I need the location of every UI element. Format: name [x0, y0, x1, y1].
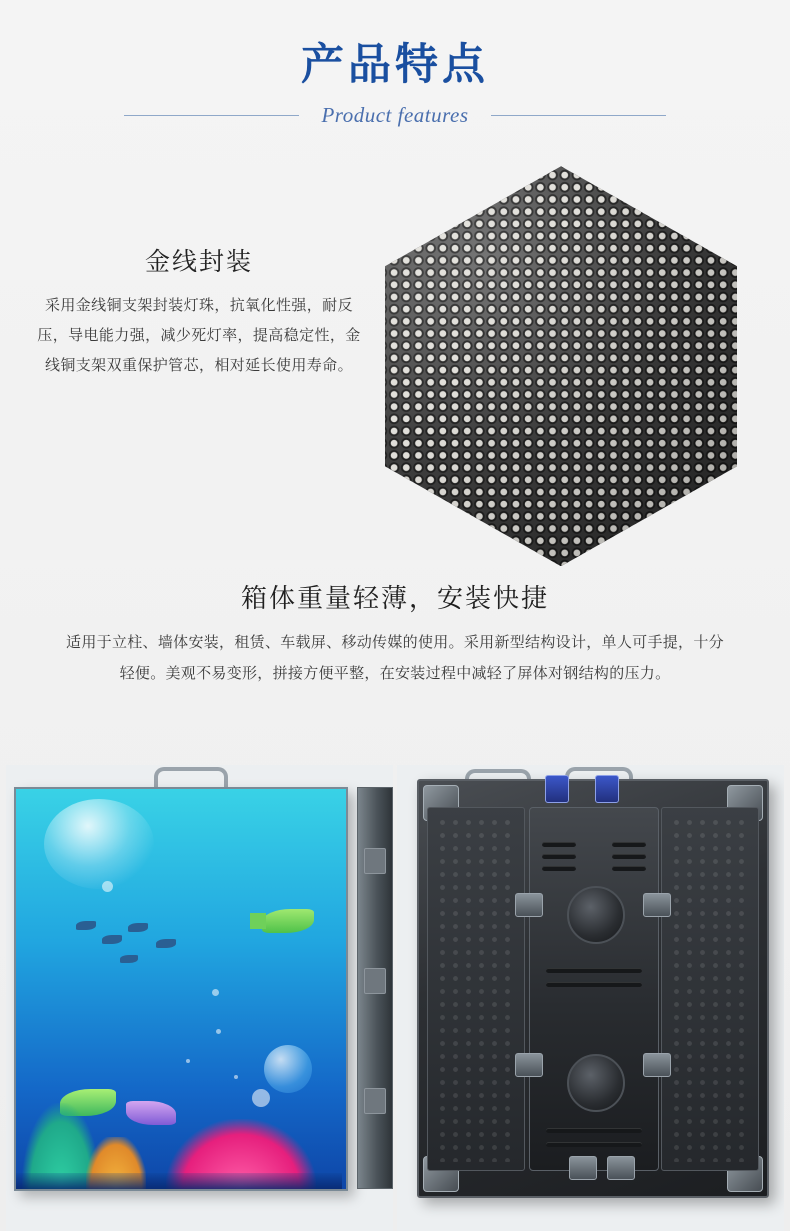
fish-icon [76, 921, 96, 930]
vent-slot [546, 1128, 642, 1133]
vent-slot [542, 866, 576, 871]
fish-tail-icon [250, 913, 266, 929]
vent-slot [546, 982, 642, 987]
seafloor-icon [16, 1173, 342, 1189]
back-panel-left [427, 807, 525, 1171]
cabinet-back-body [417, 779, 769, 1198]
feature-one-description: 采用金线铜支架封装灯珠，抗氧化性强，耐反压，导电能力强，减少死灯率，提高稳定性，金线铜支架双重保护管芯，相对延长使用寿命。 [37, 296, 361, 375]
fish-icon [120, 955, 138, 963]
feature-one-title: 金线封装 [144, 247, 253, 277]
sunbeam-light [44, 799, 154, 889]
quick-lock-latch [643, 1053, 671, 1077]
led-module-hex-image [385, 166, 737, 566]
bubble-icon [252, 1089, 270, 1107]
divider-right [491, 115, 666, 116]
dimple-texture [436, 816, 516, 1162]
photo-cabinet-back [397, 765, 784, 1231]
vent-slot [612, 842, 646, 847]
quick-lock-latch [607, 1156, 635, 1180]
vent-slot [542, 842, 576, 847]
fish-icon [156, 939, 176, 948]
subtitle-row [0, 103, 790, 128]
quick-lock-latch [643, 893, 671, 917]
bubble-icon [212, 989, 219, 996]
fish-icon [128, 923, 148, 932]
product-photo-strip [0, 765, 790, 1231]
quick-lock-latch [515, 1053, 543, 1077]
feature-one-section [0, 146, 790, 576]
back-center-plate [529, 807, 659, 1171]
vent-slot [612, 866, 646, 871]
star-icon [216, 1029, 221, 1034]
page-header [0, 0, 790, 128]
star-icon [234, 1075, 238, 1079]
page-title: 产品特点 [301, 40, 489, 90]
dimple-texture [670, 816, 750, 1162]
vent-slot [546, 1142, 642, 1147]
side-latch [364, 968, 386, 994]
quick-lock-latch [515, 893, 543, 917]
hex-shape [385, 166, 737, 566]
vent-slot [546, 968, 642, 973]
back-panel-right [661, 807, 759, 1171]
cabinet-front-screen [14, 787, 348, 1191]
power-connector [545, 775, 569, 803]
feature-two-section [0, 578, 790, 689]
fish-icon [102, 935, 122, 944]
feature-one-text-block [34, 242, 364, 380]
cabinet-side-frame [357, 787, 393, 1189]
side-latch [364, 848, 386, 874]
vent-slot [542, 854, 576, 859]
star-icon [186, 1059, 190, 1063]
fan-opening [567, 1054, 625, 1112]
page-subtitle: Product features [321, 103, 469, 128]
divider-left [124, 115, 299, 116]
fish-icon [262, 909, 314, 933]
vent-slot [612, 854, 646, 859]
feature-two-title: 箱体重量轻薄，安装快捷 [240, 584, 549, 615]
bubble-icon [264, 1045, 312, 1093]
fan-opening [567, 886, 625, 944]
bubble-icon [102, 881, 113, 892]
feature-two-description: 适用于立柱、墙体安装，租赁、车载屏、移动传媒的使用。采用新型结构设计，单人可手提，十分轻便。美观不易变形，拼接方便平整，在安装过程中减轻了屏体对钢结构的压力。 [66, 633, 724, 683]
photo-cabinet-front [6, 765, 393, 1231]
data-connector [595, 775, 619, 803]
quick-lock-latch [569, 1156, 597, 1180]
hex-sheen-overlay [385, 166, 737, 566]
side-latch [364, 1088, 386, 1114]
